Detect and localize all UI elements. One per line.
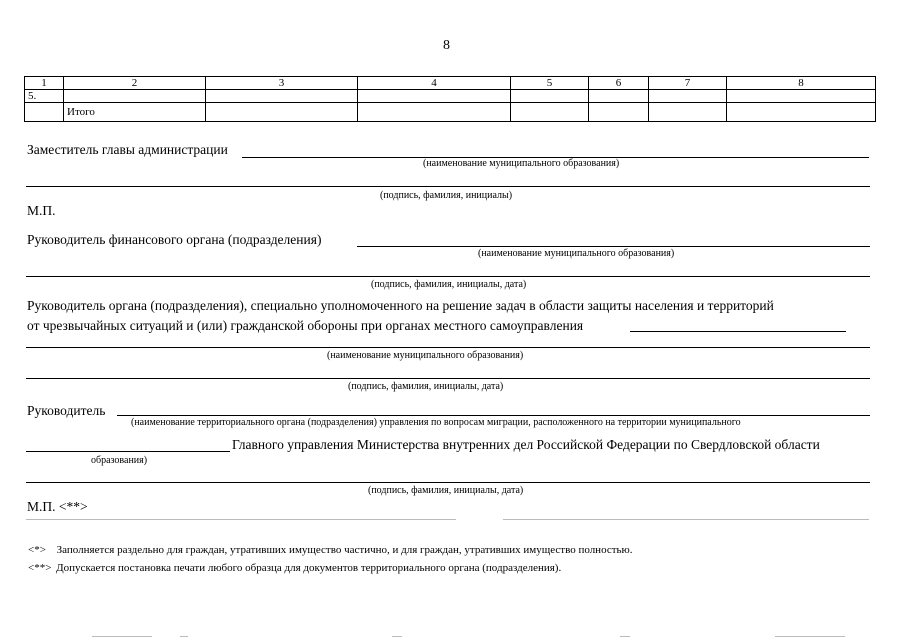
- head-label: Руководитель: [27, 403, 106, 418]
- deputy-head-label: Заместитель главы администрации: [27, 142, 228, 157]
- territorial-body-caption: (наименование территориального органа (подразделения) управления по вопросам миграции, расположенного на территории муниципального: [131, 417, 741, 428]
- table-header-cell: 3: [206, 77, 358, 90]
- page-number: 8: [443, 38, 450, 53]
- signature-caption: (подпись, фамилия, инициалы, дата): [348, 381, 504, 392]
- finance-head-field[interactable]: [357, 246, 870, 247]
- footnote-2: [28, 561, 561, 575]
- scan-mark: [392, 636, 402, 637]
- municipality-field[interactable]: [26, 347, 870, 348]
- table-header-cell: 6: [589, 77, 649, 90]
- table-header-row: [25, 77, 876, 90]
- footnote-marker: <*>: [28, 544, 46, 556]
- head-field[interactable]: [117, 415, 870, 416]
- municipality-caption: (наименование муниципального образования): [327, 350, 524, 361]
- footnote-text: Заполняется раздельно для граждан, утративших имущество частично, и для граждан, утративших имущество полностью.: [56, 544, 633, 556]
- table-header-cell: 7: [649, 77, 727, 90]
- scan-mark: [180, 636, 188, 637]
- stamp-label: М.П. <**>: [27, 499, 88, 514]
- scan-mark: [92, 636, 152, 637]
- table-header-cell: 1: [25, 77, 64, 90]
- summary-table: [24, 76, 876, 122]
- signature-field[interactable]: [26, 482, 870, 483]
- signature-caption: (подпись, фамилия, инициалы, дата): [371, 279, 527, 290]
- footnote-1: [28, 543, 633, 557]
- finance-head-label: Руководитель финансового органа (подразделения): [27, 232, 322, 247]
- territorial-body-field[interactable]: [26, 451, 230, 452]
- stamp-label: М.П.: [27, 203, 56, 218]
- scan-mark: [620, 636, 630, 637]
- signature-field[interactable]: [26, 276, 870, 277]
- signature-caption: (подпись, фамилия, инициалы, дата): [368, 485, 524, 496]
- divider: [26, 519, 456, 520]
- total-label-cell: Итого: [64, 103, 206, 122]
- footnote-marker: <**>: [28, 562, 52, 574]
- signature-field[interactable]: [26, 378, 870, 379]
- formation-caption: образования): [91, 455, 148, 466]
- table-header-cell: 4: [358, 77, 511, 90]
- table-row: [25, 90, 876, 103]
- table-header-cell: 5: [511, 77, 589, 90]
- divider: [503, 519, 869, 520]
- signature-field[interactable]: [26, 186, 870, 187]
- footnote-text: Допускается постановка печати любого образца для документов территориального органа (подразделения).: [56, 562, 562, 574]
- signature-caption: (подпись, фамилия, инициалы): [380, 190, 513, 201]
- scan-mark: [775, 636, 845, 637]
- municipality-caption: (наименование муниципального образования): [478, 248, 675, 259]
- row-number-cell: 5.: [25, 90, 64, 103]
- civil-defense-field[interactable]: [630, 331, 846, 332]
- table-total-row: [25, 103, 876, 122]
- table-header-cell: 2: [64, 77, 206, 90]
- municipality-caption: (наименование муниципального образования): [423, 158, 620, 169]
- main-directorate-text: Главного управления Министерства внутренних дел Российской Федерации по Свердловской области: [232, 437, 820, 452]
- civil-defense-label: Руководитель органа (подразделения), специально уполномоченного на решение задач в области защиты населения и территорий от чрезвычайных ситуаций и (или) гражданской обороны при органах местного самоуправления: [27, 298, 774, 333]
- table-header-cell: 8: [727, 77, 876, 90]
